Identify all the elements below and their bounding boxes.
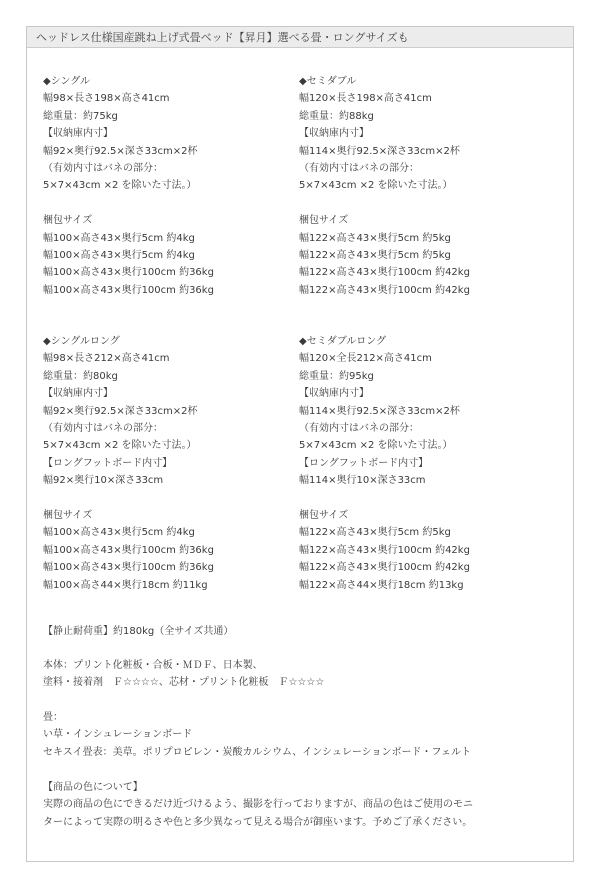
storage-heading: 【収納庫内寸】 — [43, 388, 113, 400]
package-item: 幅122×高さ44×奥行18cm 約13kg — [299, 579, 464, 591]
storage-note: 5×7×43cm ×2 を除いた寸法。） — [43, 180, 197, 192]
tatami-line: セキスイ畳表：美草。ポリプロピレン・炭酸カルシウム、インシュレーションボード・フェルト — [43, 746, 471, 758]
footboard-heading: 【ロングフットボード内寸】 — [299, 457, 429, 469]
material-line: 塗料・接着剤 Ｆ☆☆☆☆、芯材・プリント化粧板 Ｆ☆☆☆☆ — [43, 677, 325, 689]
storage-note: （有効内寸はバネの部分： — [43, 423, 163, 435]
material-line: 本体：プリント化粧板・合板・ＭＤＦ、日本製、 — [43, 660, 263, 671]
size-name: ◆セミダブル — [299, 76, 357, 87]
size-name: ◆シングルロング — [43, 336, 120, 347]
package-item: 幅122×高さ43×奥行100cm 約42kg — [299, 284, 470, 296]
size-weight: 総重量：約75kg — [43, 110, 118, 122]
package-item: 幅122×高さ43×奥行5cm 約5kg — [299, 250, 451, 262]
product-spec-panel — [26, 26, 574, 862]
package-item: 幅100×高さ43×奥行100cm 約36kg — [43, 544, 214, 556]
load-capacity-text: 【静止耐荷重】約180kg（全サイズ共通） — [43, 626, 234, 637]
package-heading: 梱包サイズ — [43, 510, 93, 522]
size-dims: 幅98×長さ212×高さ41cm — [43, 353, 170, 365]
package-heading: 梱包サイズ — [299, 215, 349, 227]
package-item: 幅100×高さ43×奥行100cm 約36kg — [43, 284, 214, 296]
storage-heading: 【収納庫内寸】 — [299, 128, 369, 140]
color-notice-line: ターによって実際の明るさや色と多少異なって見える場合が御座います。予めご了承ください。 — [43, 816, 473, 828]
package-heading: 梱包サイズ — [43, 215, 93, 227]
color-notice-line: 実際の商品の色にできるだけ近づけるよう、撮影を行っておりますが、商品の色はご使用のモニ — [43, 799, 473, 811]
tatami-heading: 畳： — [43, 712, 63, 723]
storage-note: （有効内寸はバネの部分： — [299, 163, 419, 175]
storage-heading: 【収納庫内寸】 — [43, 128, 113, 140]
storage-note: 5×7×43cm ×2 を除いた寸法。） — [43, 440, 197, 452]
color-notice-section — [43, 779, 563, 831]
storage-dims: 幅114×奥行92.5×深さ33cm×2杯 — [299, 145, 460, 157]
color-notice-heading: 【商品の色について】 — [43, 782, 143, 793]
load-capacity — [43, 623, 563, 640]
storage-heading: 【収納庫内寸】 — [299, 388, 369, 400]
spec-single — [43, 73, 214, 299]
footboard-dims: 幅92×奥行10×深さ33cm — [43, 475, 164, 487]
spec-semi-double-long — [299, 333, 470, 594]
package-item: 幅100×高さ43×奥行100cm 約36kg — [43, 267, 214, 279]
size-weight: 総重量：約95kg — [299, 370, 374, 382]
package-item: 幅100×高さ43×奥行5cm 約4kg — [43, 232, 195, 244]
package-heading: 梱包サイズ — [299, 510, 349, 522]
panel-title: ヘッドレス仕様国産跳ね上げ式畳ベッド【昇月】選べる畳・ロングサイズも — [27, 27, 573, 48]
footboard-dims: 幅114×奥行10×深さ33cm — [299, 475, 426, 487]
size-dims: 幅120×長さ198×高さ41cm — [299, 93, 432, 105]
package-item: 幅122×高さ43×奥行100cm 約42kg — [299, 562, 470, 574]
storage-dims: 幅92×奥行92.5×深さ33cm×2杯 — [43, 145, 198, 157]
spec-single-long — [43, 333, 214, 594]
storage-dims: 幅92×奥行92.5×深さ33cm×2杯 — [43, 405, 198, 417]
size-dims: 幅120×全長212×高さ41cm — [299, 353, 432, 365]
storage-note: 5×7×43cm ×2 を除いた寸法。） — [299, 440, 453, 452]
package-item: 幅100×高さ43×奥行5cm 約4kg — [43, 250, 195, 262]
package-item: 幅122×高さ43×奥行5cm 約5kg — [299, 527, 451, 539]
storage-note: （有効内寸はバネの部分： — [43, 163, 163, 175]
size-name: ◆セミダブルロング — [299, 336, 387, 347]
package-item: 幅122×高さ43×奥行100cm 約42kg — [299, 544, 470, 556]
footboard-heading: 【ロングフットボード内寸】 — [43, 457, 173, 469]
spec-semi-double — [299, 73, 470, 299]
storage-note: 5×7×43cm ×2 を除いた寸法。） — [299, 180, 453, 192]
size-weight: 総重量：約88kg — [299, 110, 374, 122]
size-name: ◆シングル — [43, 76, 90, 87]
package-item: 幅122×高さ43×奥行100cm 約42kg — [299, 267, 470, 279]
tatami-section — [43, 709, 563, 761]
package-item: 幅100×高さ44×奥行18cm 約11kg — [43, 579, 208, 591]
storage-dims: 幅114×奥行92.5×深さ33cm×2杯 — [299, 405, 460, 417]
material-section — [43, 657, 563, 692]
package-item: 幅100×高さ43×奥行5cm 約4kg — [43, 527, 195, 539]
storage-note: （有効内寸はバネの部分： — [299, 423, 419, 435]
size-dims: 幅98×長さ198×高さ41cm — [43, 93, 170, 105]
package-item: 幅122×高さ43×奥行5cm 約5kg — [299, 232, 451, 244]
size-weight: 総重量：約80kg — [43, 370, 118, 382]
tatami-line: い草・インシュレーションボード — [43, 729, 193, 741]
package-item: 幅100×高さ43×奥行100cm 約36kg — [43, 562, 214, 574]
